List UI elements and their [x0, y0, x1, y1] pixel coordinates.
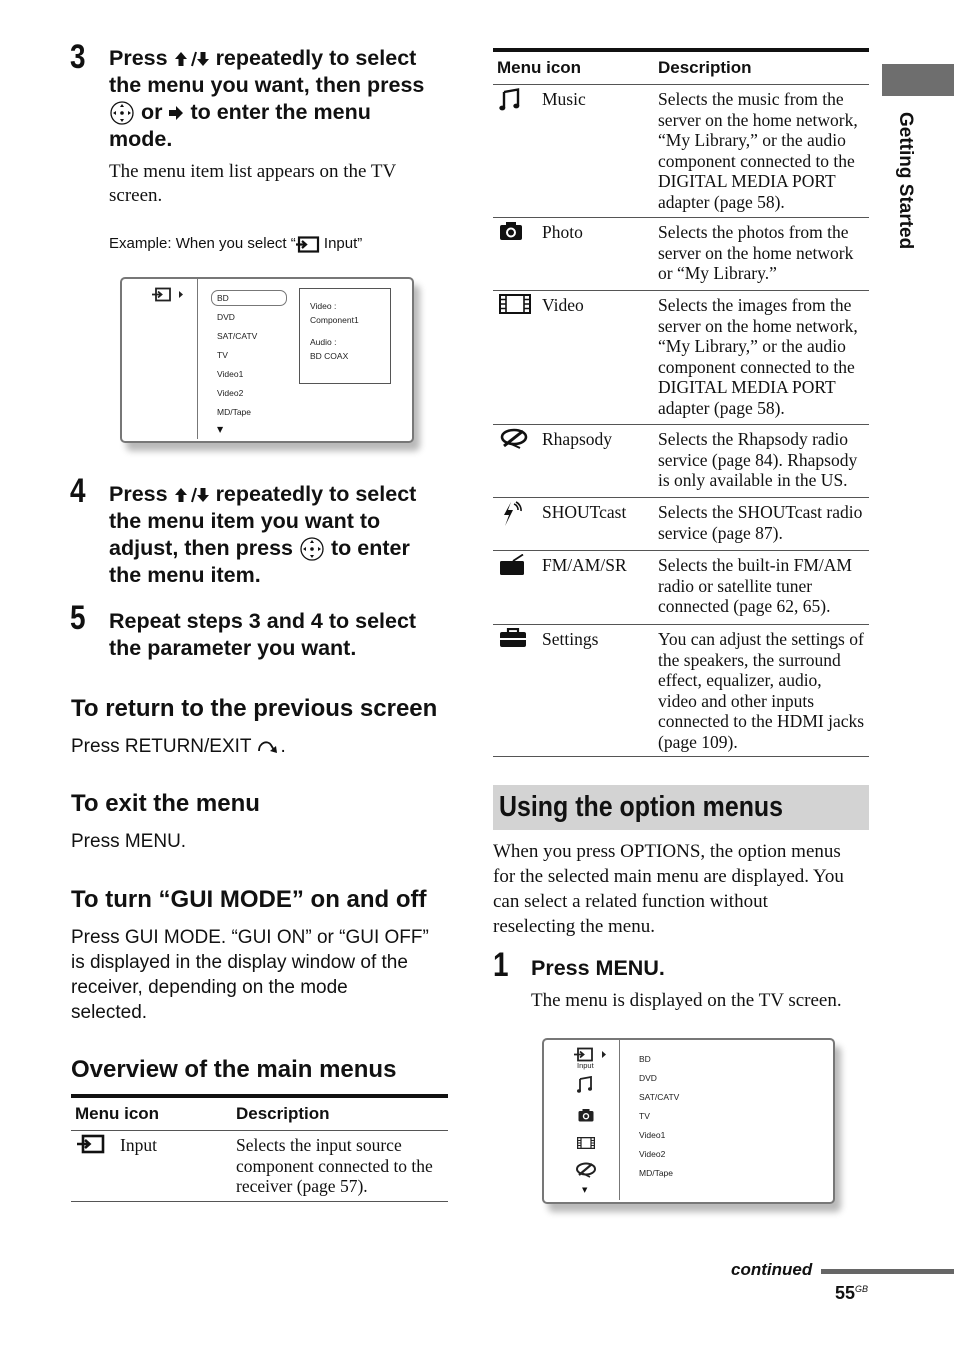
description-line: server on the home network,	[658, 315, 858, 336]
step-1-number: 1	[493, 946, 509, 984]
menu-name: Settings	[542, 629, 599, 649]
exit-heading: To exit the menu	[71, 790, 260, 817]
menu-description	[658, 222, 870, 284]
table-header	[493, 48, 869, 85]
step-3-body: The menu item list appears on the TV screen.	[109, 161, 396, 206]
screen-menu-item: DVD	[639, 1073, 657, 1083]
description-line: connected (page 62, 65).	[658, 596, 831, 616]
description-line: Selects the built-in FM/AM	[658, 555, 852, 575]
option-menus-body: When you press OPTIONS, the option menus for the selected main menu are displayed. You can select a related function without reselecting the menu.	[493, 841, 844, 937]
description-line: Selects the SHOUTcast radio	[658, 502, 863, 522]
table-row-music	[493, 84, 869, 218]
menu-name: Input	[120, 1135, 157, 1155]
description-line: (page 109).	[658, 731, 738, 752]
example-caption: Example: When you select “ Input”	[109, 235, 363, 252]
description-line: connected to the HDMI jacks	[658, 711, 865, 731]
music-icon	[499, 88, 529, 112]
description-line: service (page 87).	[658, 522, 783, 543]
screen-menu-item: Video2	[217, 388, 244, 398]
table-row-shoutcast	[493, 497, 869, 551]
step-3-heading: Press repeatedly to select the menu you want, then press or to enter the menu mode.	[109, 46, 425, 152]
description-line: server on the home network	[658, 242, 854, 263]
description-line: DIGITAL MEDIA PORT	[658, 377, 836, 397]
up-down-arrow-icon	[174, 50, 210, 68]
step-3-number: 3	[70, 38, 86, 76]
step-5-number: 5	[70, 599, 86, 637]
menu-name: Video	[542, 295, 584, 315]
description-line: “My Library,” or the audio	[658, 336, 846, 356]
shoutcast-icon	[499, 501, 529, 525]
step-4-number: 4	[70, 472, 86, 510]
description-line: Selects the Rhapsody radio	[658, 429, 849, 449]
up-down-arrow-icon	[174, 486, 210, 504]
tv-screen-menu	[542, 1038, 835, 1204]
return-heading: To return to the previous screen	[71, 695, 438, 722]
menu-name: SHOUTcast	[542, 502, 627, 522]
header-description: Description	[658, 58, 752, 77]
input-icon	[296, 236, 320, 253]
description-line: video and other inputs	[658, 690, 815, 711]
screen-menu-item: BD	[639, 1054, 651, 1064]
menu-description	[658, 295, 870, 418]
table-row-photo	[493, 217, 869, 291]
table-row-video	[493, 290, 869, 425]
screen-menu-item: Video1	[217, 369, 244, 379]
rhapsody-icon	[499, 428, 529, 452]
overview-heading: Overview of the main menus	[71, 1056, 397, 1083]
description-line: Selects the images from the	[658, 295, 852, 315]
music-icon	[577, 1076, 593, 1094]
screen-menu-item: TV	[217, 350, 228, 360]
header-description: Description	[236, 1104, 330, 1123]
photo-icon	[578, 1108, 594, 1122]
description-line: Selects the input source	[236, 1135, 402, 1155]
screen-menu-item: SAT/CATV	[639, 1092, 680, 1102]
menu-description	[658, 502, 870, 543]
continued-bar	[821, 1269, 954, 1274]
rhapsody-icon	[575, 1162, 597, 1178]
table-row-rhapsody	[493, 424, 869, 498]
option-menus-title: Using the option menus	[499, 791, 784, 823]
menu-description	[658, 89, 870, 212]
return-icon	[256, 739, 280, 755]
menu-name: FM/AM/SR	[542, 555, 627, 575]
scroll-down-arrow: ▼	[217, 425, 224, 434]
scroll-down-arrow: ▼	[582, 1186, 588, 1194]
return-body: Press RETURN/EXIT .	[71, 736, 286, 757]
tv-screen-example	[120, 277, 414, 443]
screen-menu-item: Video1	[639, 1130, 666, 1140]
description-line: adapter (page 58).	[658, 191, 785, 212]
header-menu-icon: Menu icon	[75, 1104, 160, 1123]
menu-description	[658, 429, 870, 491]
description-line: server on the home network,	[658, 109, 858, 130]
video-icon	[577, 1137, 595, 1149]
description-line: Selects the music from the	[658, 89, 844, 109]
table-row-fm-am-sr	[493, 550, 869, 625]
step-5-heading: Repeat steps 3 and 4 to select the parameter you want.	[109, 609, 417, 660]
popup-line-2: Component1	[310, 315, 359, 325]
description-line: component connected to the	[658, 356, 855, 377]
menu-description	[236, 1135, 448, 1197]
right-arrow-icon	[168, 105, 184, 121]
description-line: radio or satellite tuner	[658, 575, 813, 596]
input-icon	[77, 1134, 107, 1158]
description-line: You can adjust the settings of	[658, 629, 864, 649]
description-line: Selects the photos from the	[658, 222, 849, 242]
description-line: adapter (page 58).	[658, 397, 785, 418]
description-line: or “My Library.”	[658, 263, 777, 283]
continued-label: continued	[731, 1260, 813, 1279]
description-line: component connected to the	[236, 1155, 433, 1176]
screen-menu-item: MD/Tape	[217, 407, 252, 417]
description-line: is only available in the US.	[658, 470, 848, 490]
popup-line-4: BD COAX	[310, 351, 349, 361]
screen-menu-item: DVD	[217, 312, 235, 322]
description-line: service (page 84). Rhapsody	[658, 449, 858, 470]
settings-icon	[499, 628, 529, 652]
menu-name: Music	[542, 89, 586, 109]
table-row-input	[71, 1130, 448, 1202]
screen-menu-item: MD/Tape	[639, 1168, 674, 1178]
input-label: Input	[577, 1061, 594, 1070]
main-menus-table-right	[493, 48, 869, 756]
description-line: DIGITAL MEDIA PORT	[658, 171, 836, 191]
description-line: effect, equalizer, audio,	[658, 670, 822, 690]
input-icon	[152, 287, 184, 303]
description-line: receiver (page 57).	[236, 1176, 368, 1196]
description-line: component connected to the	[658, 150, 855, 171]
screen-menu-item: TV	[639, 1111, 650, 1121]
menu-description	[658, 629, 870, 752]
table-header	[71, 1094, 448, 1131]
screen-menu-item: BD	[217, 293, 229, 303]
video-icon	[499, 294, 529, 318]
description-line: the speakers, the surround	[658, 649, 841, 670]
main-menus-table-left	[71, 1094, 448, 1201]
side-tab-label: Getting Started	[895, 112, 916, 250]
photo-icon	[499, 221, 529, 245]
popup-line-1: Video :	[310, 301, 337, 311]
screen-divider	[619, 1040, 620, 1200]
enter-button-icon	[109, 100, 135, 126]
screen-divider	[197, 279, 198, 439]
screen-menu-item: Video2	[639, 1149, 666, 1159]
menu-name: Photo	[542, 222, 583, 242]
step-1-body: The menu is displayed on the TV screen.	[531, 990, 842, 1011]
screen-menu-item: SAT/CATV	[217, 331, 258, 341]
step-1-heading: Press MENU.	[531, 956, 665, 980]
exit-body: Press MENU.	[71, 831, 187, 852]
menu-description	[658, 555, 870, 617]
popup-line-3: Audio :	[310, 337, 337, 347]
side-tab-block	[882, 64, 954, 96]
menu-name: Rhapsody	[542, 429, 612, 449]
tuner-icon	[499, 554, 529, 578]
gui-mode-body: Press GUI MODE. “GUI ON” or “GUI OFF” is displayed in the display window of the receiver, depending on the mode selected.	[71, 927, 429, 1023]
step-4-heading: Press repeatedly to select the menu item you want to adjust, then press to enter the menu item.	[109, 482, 417, 588]
enter-button-icon	[299, 536, 325, 562]
header-menu-icon: Menu icon	[497, 58, 582, 77]
page-number: $55^{GB}$	[835, 1283, 869, 1303]
table-row-settings	[493, 624, 869, 757]
description-line: “My Library,” or the audio	[658, 130, 846, 150]
gui-mode-heading: To turn “GUI MODE” on and off	[71, 886, 427, 913]
